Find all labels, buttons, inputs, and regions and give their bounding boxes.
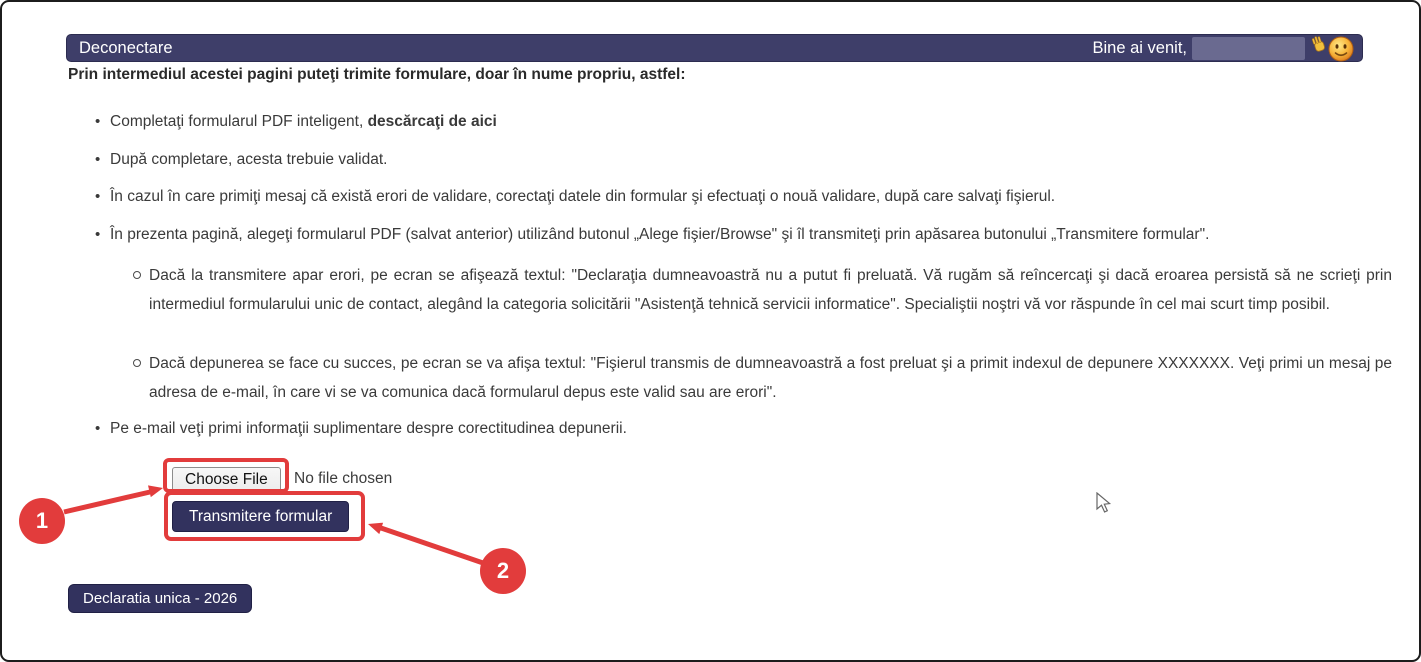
page-intro-text: Prin intermediul acestei pagini puteţi trimite formulare, doar în nume propriu, astfel: — [68, 66, 686, 83]
list-item — [95, 111, 497, 132]
list-item — [95, 224, 1209, 245]
mouse-cursor-icon — [1095, 492, 1115, 521]
list-item — [95, 186, 1055, 207]
bullet-5-text: Pe e-mail veţi primi informaţii suplimentare despre corectitudinea depunerii. — [110, 420, 627, 437]
arrow-2 — [368, 523, 486, 564]
welcome-area — [1093, 34, 1356, 62]
list-item — [95, 418, 627, 439]
sub-bullet-2-text: Dacă depunerea se face cu succes, pe ecran se va afişa textul: "Fişierul transmis de dumneavoastră a fost preluat şi a primit indexul de depunere XXXXXXX. Veţi primi un mesaj pe adresa de e-mail, în care vi se va comunica dacă formularul depus este valid sau are erori". — [149, 355, 1392, 401]
bullet-2-text: După completare, acesta trebuie validat. — [110, 151, 388, 168]
sub-bullet-1-text: Dacă la transmitere apar erori, pe ecran se afişează textul: "Declaraţia dumneavoastră nu a putut fi preluată. Vă rugăm să reîncercaţi şi dacă eroarea persistă să ne scrieţi prin intermediul formularului unic de contact, alegând la categoria solicitării "Asistenţă tehnică servicii informatice". Specialiştii noştri vă vor răspunde în cel mai scurt timp posibil. — [149, 267, 1392, 313]
bullet-1-normal: Completaţi formularul PDF inteligent, — [110, 113, 368, 130]
waving-smiley-icon — [1310, 34, 1356, 62]
file-chosen-status: No file chosen — [294, 470, 393, 487]
step-2-badge: 2 — [480, 548, 526, 594]
bullet-marker: • — [95, 151, 101, 168]
choose-file-button[interactable]: Choose File — [172, 467, 281, 493]
bullet-marker: • — [95, 188, 101, 205]
bullet-3-text: În cazul în care primiţi mesaj că există erori de validare, corectaţi datele din formular şi efectuaţi o nouă validare, după care salvaţi fişierul. — [110, 188, 1056, 205]
bullet-marker: • — [95, 226, 101, 243]
bullet-marker: • — [95, 420, 101, 437]
sub-bullet-marker — [133, 271, 141, 279]
sub-bullet-marker — [133, 359, 141, 367]
welcome-text: Bine ai venit, — [1092, 38, 1187, 57]
bullet-marker: • — [95, 113, 101, 130]
sub-list-item — [133, 262, 1392, 319]
step-1-badge: 1 — [19, 498, 65, 544]
declaration-2026-button[interactable]: Declaratia unica - 2026 — [68, 584, 252, 613]
bullet-1-text — [110, 111, 497, 132]
arrow-1 — [64, 485, 163, 512]
list-item — [95, 149, 387, 170]
top-header-bar — [66, 34, 1363, 62]
redacted-username — [1192, 37, 1305, 60]
bullet-4-text: În prezenta pagină, alegeţi formularul PDF (salvat anterior) utilizând butonul „Alege fişier/Browse" şi îl transmiteţi prin apăsarea butonului „Transmitere formular". — [110, 226, 1210, 243]
submit-form-button[interactable]: Transmitere formular — [172, 501, 349, 532]
logout-button[interactable]: Deconectare — [79, 38, 173, 57]
sub-list-item — [133, 350, 1392, 407]
download-link[interactable]: descărcaţi de aici — [367, 113, 497, 130]
